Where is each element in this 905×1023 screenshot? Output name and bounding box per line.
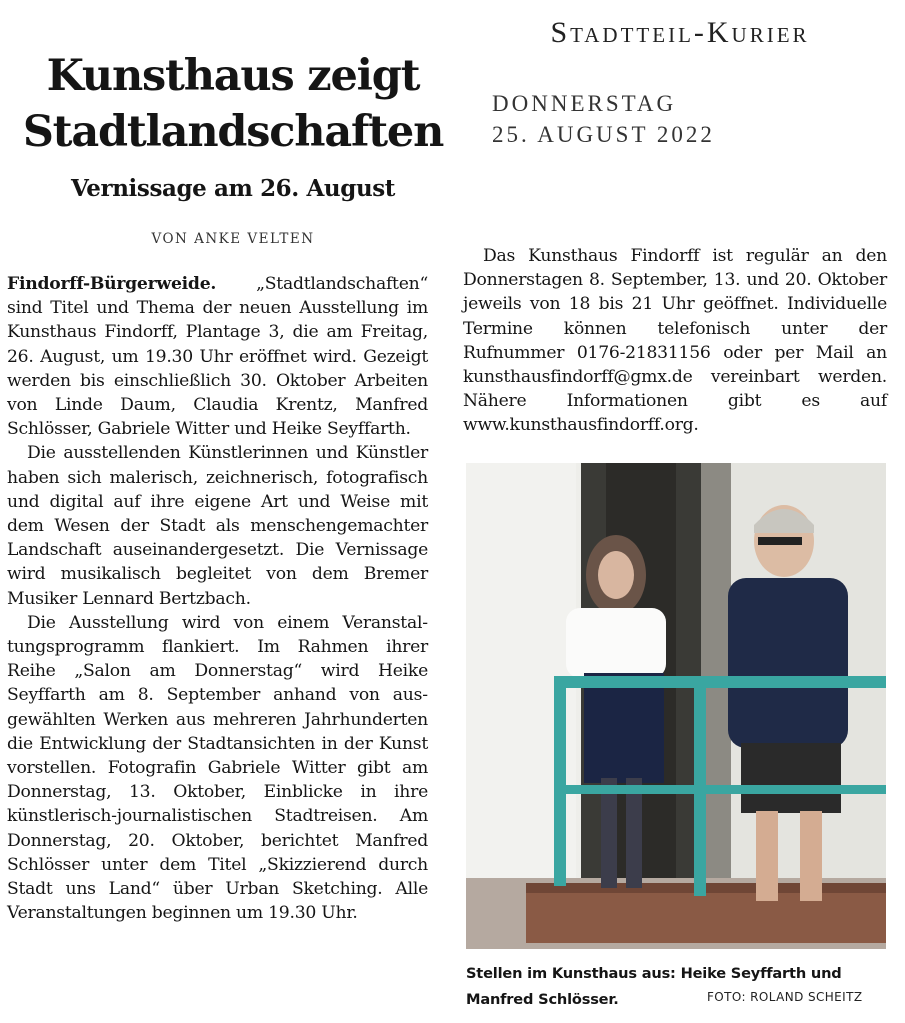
dateline-place: Findorff-Bürgerweide. [7, 274, 217, 294]
subheadline: Vernissage am 26. August [70, 175, 396, 202]
paragraph-1-text: „Stadtlandschaften“ sind Titel und Thema der neuen Ausstellung im Kunsthaus Findorff, Plantage 3, die am Freitag, 26. August, um 19.30 Uhr eröffnet wird. Gezeigt werden bis einschließlich 30. Oktober Arbeiten von Linde Daum, Claudia Krentz, Manfred Schlösser, Gabriele Witter und Heike Seyffarth. [7, 274, 428, 440]
paragraph-1 [7, 272, 428, 441]
issue-weekday: DONNERSTAG [492, 91, 677, 116]
byline: VON ANKE VELTEN [151, 231, 315, 247]
article-photo [466, 463, 886, 949]
article-column-left [7, 272, 428, 925]
headline [8, 48, 458, 160]
article-column-right [463, 244, 887, 438]
photo-caption: Stellen im Kunsthaus aus: Heike Seyffarth und Manfred Schlösser. [466, 965, 842, 1008]
photo-credit: FOTO: ROLAND SCHEITZ [707, 990, 863, 1004]
issue-date [492, 88, 715, 150]
headline-line-1: Kunsthaus zeigt [46, 51, 420, 101]
headline-line-2: Stadtlandschaften [22, 107, 444, 157]
issue-date-full: 25. AUGUST 2022 [492, 122, 715, 147]
paragraph-2: Die ausstellenden Künstlerinnen und Künstler haben sich malerisch, zeichnerisch, fotografisch und digital auf ihre eigene Art und Weise mit dem Wesen der Stadt als menschengemachter Landschaft auseinandergesetzt. Die Vernissage wird musikalisch begleitet von dem Bremer Musiker Lennard Bertzbach. [7, 443, 428, 609]
paragraph-3: Die Ausstellung wird von einem Veranstaltungsprogramm flankiert. Im Rahmen ihrer Reihe „Salon am Donnerstag“ wird Heike Seyffarth am 8. September anhand von ausgewählten Werken aus mehreren Jahrhunderten die Entwicklung der Stadtansichten in der Kunst vorstellen. Fotografin Gabriele Witter gibt am Donnerstag, 13. Oktober, Einblicke in ihre künstlerisch-journalistischen Stadtreisen. Am Donnerstag, 20. Oktober, berichtet Manfred Schlösser unter dem Titel „Skizzierend durch Stadt uns Land“ über Urban Sketching. Alle Veranstaltungen beginnen um 19.30 Uhr. [7, 612, 428, 924]
photo-illustration [466, 463, 886, 949]
paragraph-4: Das Kunsthaus Findorff ist regulär an den Donnerstagen 8. September, 13. und 20. Oktober jeweils von 18 bis 21 Uhr geöffnet. Individuelle Termine können telefonisch unter der Rufnummer 0176-21831156 oder per Mail an kunsthausfindorff@gmx.de vereinbart werden. Nähere Informationen gibt es auf www.kunsthausfindorff.org. [463, 246, 887, 436]
masthead: Stadtteil-Kurier [550, 16, 810, 49]
